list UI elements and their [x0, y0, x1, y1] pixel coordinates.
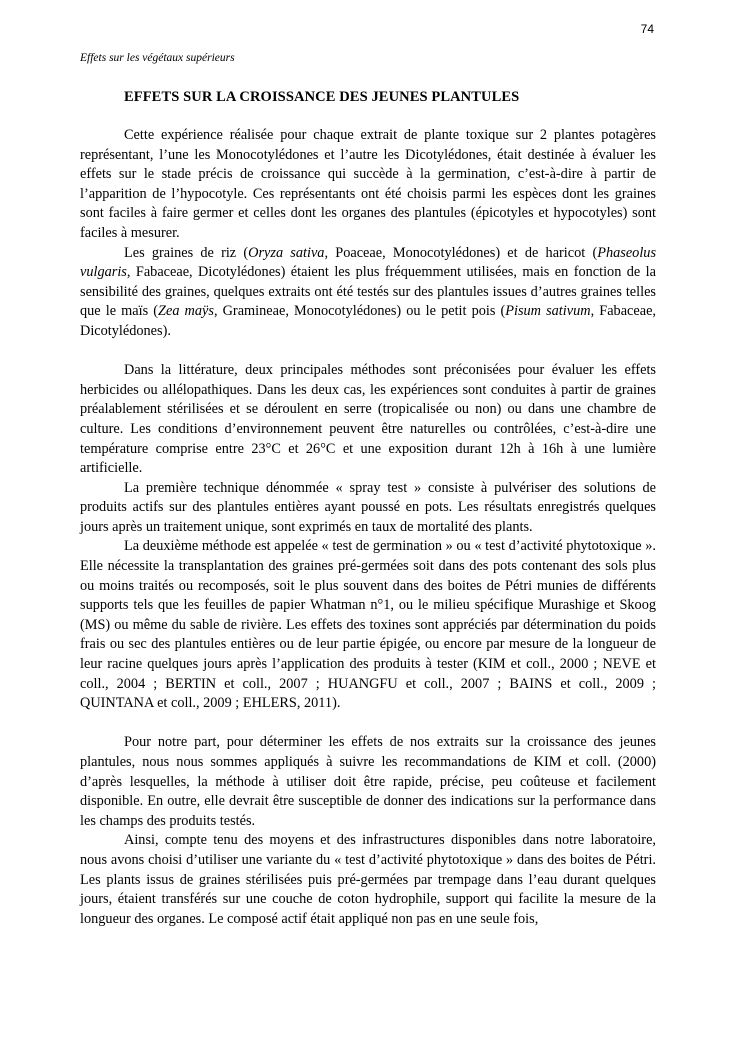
paragraph-2-text-2: , Poaceae, Monocotylédones) et de haricot (: [324, 244, 598, 261]
paragraph-2-text-4: , Gramineae, Monocotylédones) ou le petit pois (: [213, 303, 506, 320]
section-title: EFFETS SUR LA CROISSANCE DES JEUNES PLANTULES: [124, 89, 520, 105]
page-number: 74: [640, 22, 654, 36]
paragraph-2-text-3: , Fabaceae, Dicotylédones) étaient les plus fréquemment utilisées, mais en fonction de la sensibilité des graines, quelques extraits ont été testés sur des plantules issues d’autres graines telles que le maïs (: [80, 264, 656, 320]
species-phaseolus-vulgaris: Phaseolus vulgaris: [80, 244, 657, 281]
paragraph-2: [80, 244, 656, 342]
paragraph-6: Pour notre part, pour déterminer les effets de nos extraits sur la croissance des jeunes plantules, nous nous sommes appliqués à suivre les recommandations de KIM et coll. (2000) d’après lesquelles, la méthode à utiliser doit être rapide, précise, peu coûteuse et facilement disponible. En outre, elle devrait être susceptible de donner des indications sur la performance dans les champs des produits testés.: [80, 734, 656, 829]
paragraph-3: Dans la littérature, deux principales méthodes sont préconisées pour évaluer les effets herbicides ou allélopathiques. Dans les deux cas, les expériences sont conduites à partir de graines préalablement stérilisées et se déroulent en serre (tropicalisée ou non) ou dans une chambre de culture. Les conditions d’environnement peuvent être naturelles ou contrôlées, c’est-à-dire une température comprise entre 23°C et 26°C et une exposition durant 12h à 16h à une lumière artificielle.: [80, 362, 656, 477]
paragraph-7: Ainsi, compte tenu des moyens et des infrastructures disponibles dans notre laboratoire, nous avons choisi d’utiliser une variante du « test d’activité phytotoxique » dans des boites de Pétri. Les plants issus de graines stérilisées puis pré-germées par trempage dans l’eau durant quelques jours, étaient transférés sur une couche de coton hydrophile, support qui facilite la mesure de la longueur des organes. Le composé actif était appliqué non pas en une seule fois,: [80, 832, 656, 927]
paragraph-2-text-5: , Fabaceae, Dicotylédones).: [80, 303, 656, 339]
paragraph-1: Cette expérience réalisée pour chaque extrait de plante toxique sur 2 plantes potagères représentant, l’une les Monocotylédones et l’autre les Dicotylédones, était destinée à évaluer les effets sur le stade précis de croissance qui succède à la germination, c’est-à-dire à partir de l’apparition de l’hypocotyle. Ces représentants ont été choisis parmi les espèces dont les graines sont faciles à faire germer et celles dont les organes des plantules (épicotyles et hypocotyles) sont faciles à mesurer.: [80, 127, 656, 241]
running-header: Effets sur les végétaux supérieurs: [80, 52, 235, 64]
species-zea-mays: Zea maÿs: [158, 303, 214, 320]
body-text: [80, 126, 656, 929]
paragraph-5: La deuxième méthode est appelée « test de germination » ou « test d’activité phytotoxique ». Elle nécessite la transplantation des graines pré-germées soit dans des pots contenant des sols plus ou moins traités ou recomposés, soit le plus souvent dans des boites de Pétri munies de différents supports tels que les feuilles de papier Whatman n°1, ou le milieu spécifique Murashige et Skoog (MS) ou même du sable de rivière. Les effets des toxines sont appréciés par détermination du poids frais ou sec des plantules entières ou de leur partie épigée, ou encore par mesure de la longueur de leur racine quelques jours après l’application des produits à tester (KIM et coll., 2000 ; NEVE et coll., 2004 ; BERTIN et coll., 2007 ; HUANGFU et coll., 2007 ; BAINS et coll., 2009 ; QUINTANA et coll., 2009 ; EHLERS, 2011).: [80, 538, 656, 712]
paragraph-2-text-1: Les graines de riz (: [124, 244, 249, 261]
species-pisum-sativum: Pisum sativum: [505, 303, 591, 320]
paragraph-4: La première technique dénommée « spray test » consiste à pulvériser des solutions de produits actifs sur des plantules entières ayant poussé en pots. Les résultats enregistrés quelques jours après un traitement unique, sont exprimés en taux de mortalité des plants.: [80, 479, 656, 535]
species-oryza-sativa: Oryza sativa: [248, 244, 325, 261]
